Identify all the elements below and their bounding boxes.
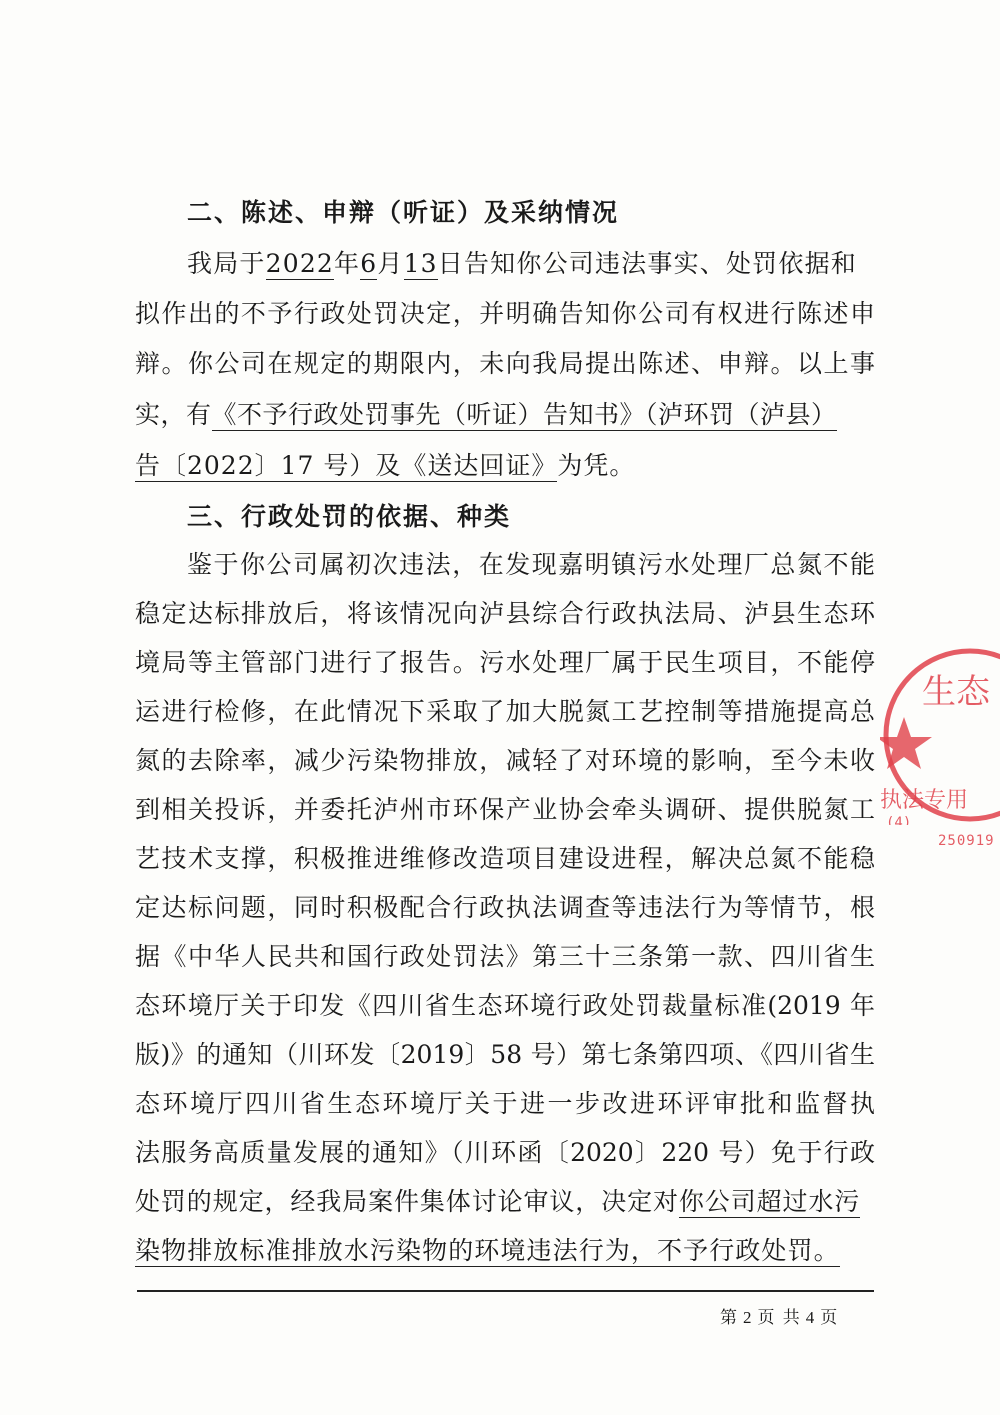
paragraph-line: 稳定达标排放后，将该情况向泸县综合行政执法局、泸县生态环: [135, 599, 875, 628]
paragraph-line: 拟作出的不予行政处罚决定，并明确告知你公司有权进行陈述申: [135, 299, 875, 328]
text-span: 日告知你公司违法事实、处罚依据和: [437, 249, 857, 278]
text-span: 页: [820, 1308, 840, 1327]
paragraph-line: [135, 1235, 875, 1269]
text-span: 我局于: [187, 249, 266, 278]
paragraph-line: 运进行检修，在此情况下采取了加大脱氮工艺控制等措施提高总: [135, 697, 875, 726]
total-pages: 4: [805, 1308, 817, 1327]
page-number: [718, 1303, 841, 1328]
paragraph-line: [187, 248, 875, 282]
seal-bottom-text: 执法专用: [880, 788, 969, 813]
seal-top-text: 生态: [922, 672, 990, 712]
text-span: 页 共: [757, 1308, 802, 1327]
date-year: 2022: [265, 249, 335, 278]
current-page: 2: [743, 1308, 754, 1327]
text-span: 实，有: [135, 400, 212, 429]
paragraph-line: 辩。你公司在规定的期限内，未向我局提出陈述、申辩。以上事: [135, 349, 875, 378]
paragraph-line: [135, 450, 875, 484]
seal-code-a: (4): [886, 815, 912, 825]
paragraph-line: 版)》的通知（川环发〔2019〕58 号）第七条第四项、《四川省生: [135, 1040, 875, 1069]
text-span: 第: [720, 1308, 739, 1327]
text-span: 年: [334, 249, 361, 278]
paragraph-line: 态环境厅四川省生态环境厅关于进一步改进环评审批和监督执: [135, 1089, 875, 1118]
paragraph-line: 态环境厅关于印发《四川省生态环境行政处罚裁量标准(2019 年: [135, 991, 875, 1020]
paragraph-line: [135, 399, 875, 433]
section-3-heading: 三、行政处罚的依据、种类: [187, 502, 512, 531]
footer-divider: [137, 1290, 874, 1292]
text-span: 为凭。: [557, 451, 636, 480]
paragraph-line: 境局等主管部门进行了报告。污水处理厂属于民生项目，不能停: [135, 648, 875, 677]
decision-text: 你公司超过水污: [678, 1187, 861, 1216]
notice-document-title: 《不予行政处罚事先（听证）告知书》（泸环罚（泸县）: [211, 400, 837, 429]
paragraph-line: 艺技术支撑，积极推进维修改造项目建设进程，解决总氮不能稳: [135, 844, 875, 873]
paragraph-line: 鉴于你公司属初次违法，在发现嘉明镇污水处理厂总氮不能: [187, 550, 875, 579]
seal-graphic: [880, 645, 1000, 825]
official-seal: [880, 645, 1000, 825]
date-day: 13: [403, 249, 438, 278]
paragraph-line: 据《中华人民共和国行政处罚法》第三十三条第一款、四川省生: [135, 942, 875, 971]
date-month: 6: [360, 249, 378, 278]
seal-code: 250919: [938, 833, 995, 849]
paragraph-line: 氮的去除率，减少污染物排放，减轻了对环境的影响，至今未收: [135, 746, 875, 775]
paragraph-line: 到相关投诉，并委托泸州市环保产业协会牵头调研、提供脱氮工: [135, 795, 875, 824]
paragraph-line: 定达标问题，同时积极配合行政执法调查等违法行为等情节，根: [135, 893, 875, 922]
paragraph-line: [135, 1186, 875, 1220]
decision-text: 染物排放标准排放水污染物的环境违法行为，不予行政处罚。: [135, 1236, 840, 1265]
document-reference: 告〔2022〕17 号）及《送达回证》: [135, 451, 558, 480]
paragraph-line: 法服务高质量发展的通知》（川环函〔2020〕220 号）免于行政: [135, 1138, 875, 1167]
text-span: 月: [377, 249, 404, 278]
text-span: 处罚的规定，经我局案件集体讨论审议，决定对: [135, 1187, 679, 1216]
section-2-heading: 二、陈述、申辩（听证）及采纳情况: [187, 198, 620, 227]
